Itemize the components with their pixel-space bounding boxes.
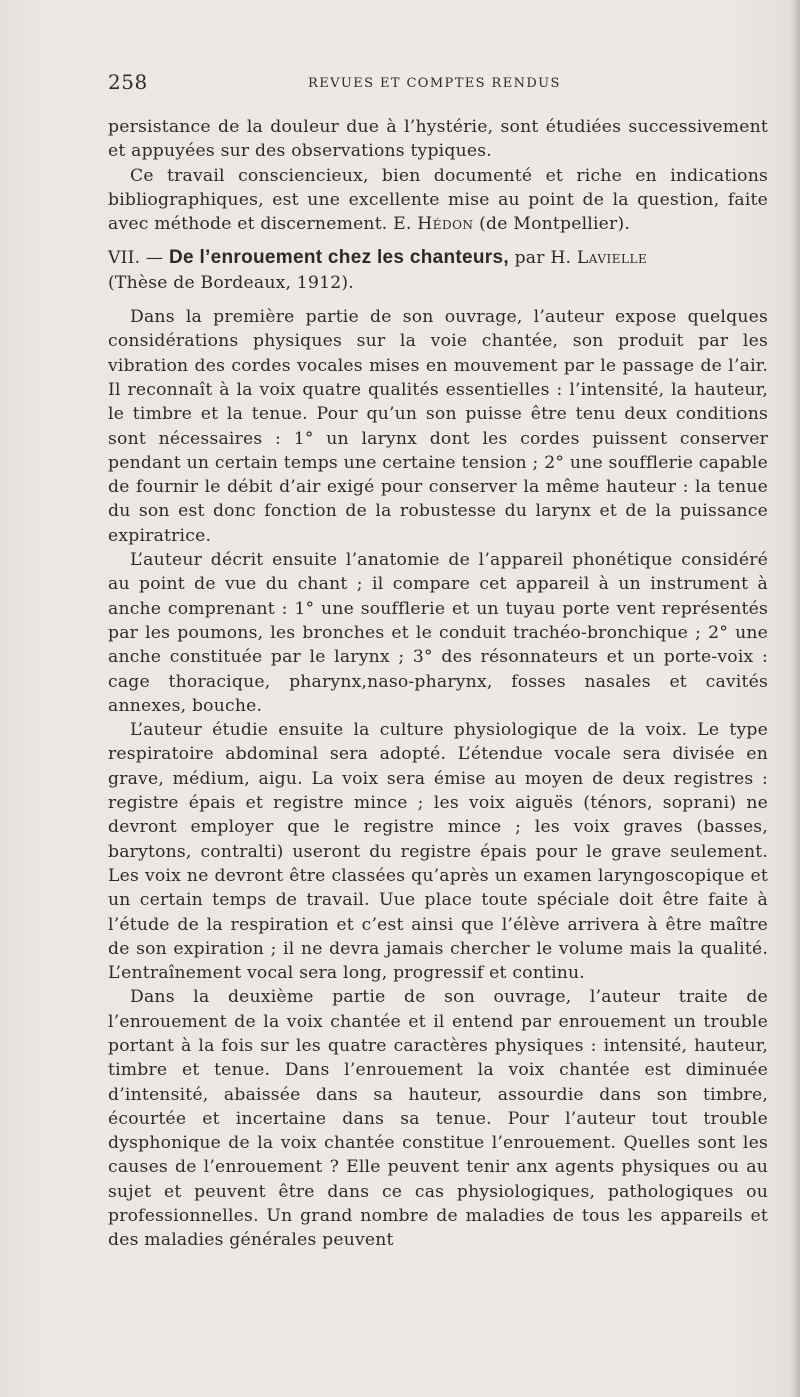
continued-paragraph: persistance de la douleur due à l’hystérie, sont étudiées successivement et appuyées sur des observations typiques. [108,117,768,162]
signature-initial: E. [393,214,412,235]
article-body [108,115,768,1253]
review-conclusion [108,164,768,237]
section-heading [108,246,768,295]
section-by: par H. [514,248,572,269]
section-author: Lavielle [576,248,648,269]
section-number: VII. — [108,248,164,269]
signature-place: (de Montpellier). [479,214,631,235]
paragraph-3: L’auteur étudie ensuite la culture physiologique de la voix. Le type respiratoire abdominal sera adopté. L’étendue vocale sera divisée en grave, médium, aigu. La voix sera émise au moyen de deux registres : registre épais et registre mince ; les voix aiguës (ténors, soprani) ne devront employer que le registre mince ; les voix graves (basses, barytons, contralti) useront du registre épais pour le grave seulement. Les voix ne devront être classées qu’après un examen laryngoscopique et un certain temps de travail. Uue place toute spéciale doit être faite à l’étude de la respiration et c’est ainsi que l’élève arrivera à être maître de son expiration ; il ne devra jamais chercher le volume mais la qualité. L’entraînement vocal sera long, progressif et continu. [108,720,768,984]
section-source: (Thèse de Bordeaux, 1912). [108,272,354,293]
page-number: 258 [108,70,148,94]
running-head: REVUES ET COMPTES RENDUS [308,76,561,91]
page-edge-shadow [790,0,800,1397]
conclusion-text: Ce travail consciencieux, bien documenté et riche en indications bibliographiques, est une excellente mise au point de la question, faite avec méthode et discernement. [108,165,768,235]
paragraph-4: Dans la deuxième partie de son ouvrage, l’auteur traite de l’enrouement de la voix chantée et il entend par enrouement un trouble portant à la fois sur les quatre caractères physiques : intensité, hauteur, timbre et tenue. Dans l’enrouement la voix chantée est diminuée d’intensité, abaissée dans sa hauteur, assourdie dans son timbre, écourtée et incertaine dans sa tenue. Pour l’auteur tout trouble dysphonique de la voix chantée constitue l’enrouement. Quelles sont les causes de l’enrouement ? Elle peuvent tenir anx agents physiques ou au sujet et peuvent être dans ce cas physiologiques, pathologiques ou professionnelles. Un grand nombre de maladies de tous les appareils et des maladies générales peuvent [108,987,768,1251]
section-title: De l’enrouement chez les chanteurs, [168,247,509,269]
signature-name: Hédon [417,214,474,235]
page-header [108,70,763,100]
paragraph-2: L’auteur décrit ensuite l’anatomie de l’appareil phonétique considéré au point de vue du chant ; il compare cet appareil à un instrument à anche comprenant : 1° une soufflerie et un tuyau porte vent représentés par les poumons, les bronches et le conduit trachéo-bronchique ; 2° une anche constituée par le larynx ; 3° des résonnateurs et un porte-voix : cage thoracique, pharynx,naso-pharynx, fosses nasales et cavités annexes, bouche. [108,550,768,716]
paragraph-1: Dans la première partie de son ouvrage, l’auteur expose quelques considérations physiques sur la voie chantée, son produit par les vibration des cordes vocales mises en mouvement par le passage de l’air. Il reconnaît à la voix quatre qualités essentielles : l’intensité, la hauteur, le timbre et la tenue. Pour qu’un son puisse être tenu deux conditions sont nécessaires : 1° un larynx dont les cordes puissent conserver pendant un certain temps une certaine tension ; 2° une soufflerie capable de fournir le débit d’air exigé pour conserver la même hauteur : la tenue du son est donc fonction de la robustesse du larynx et de la puissance expiratrice. [108,307,768,546]
